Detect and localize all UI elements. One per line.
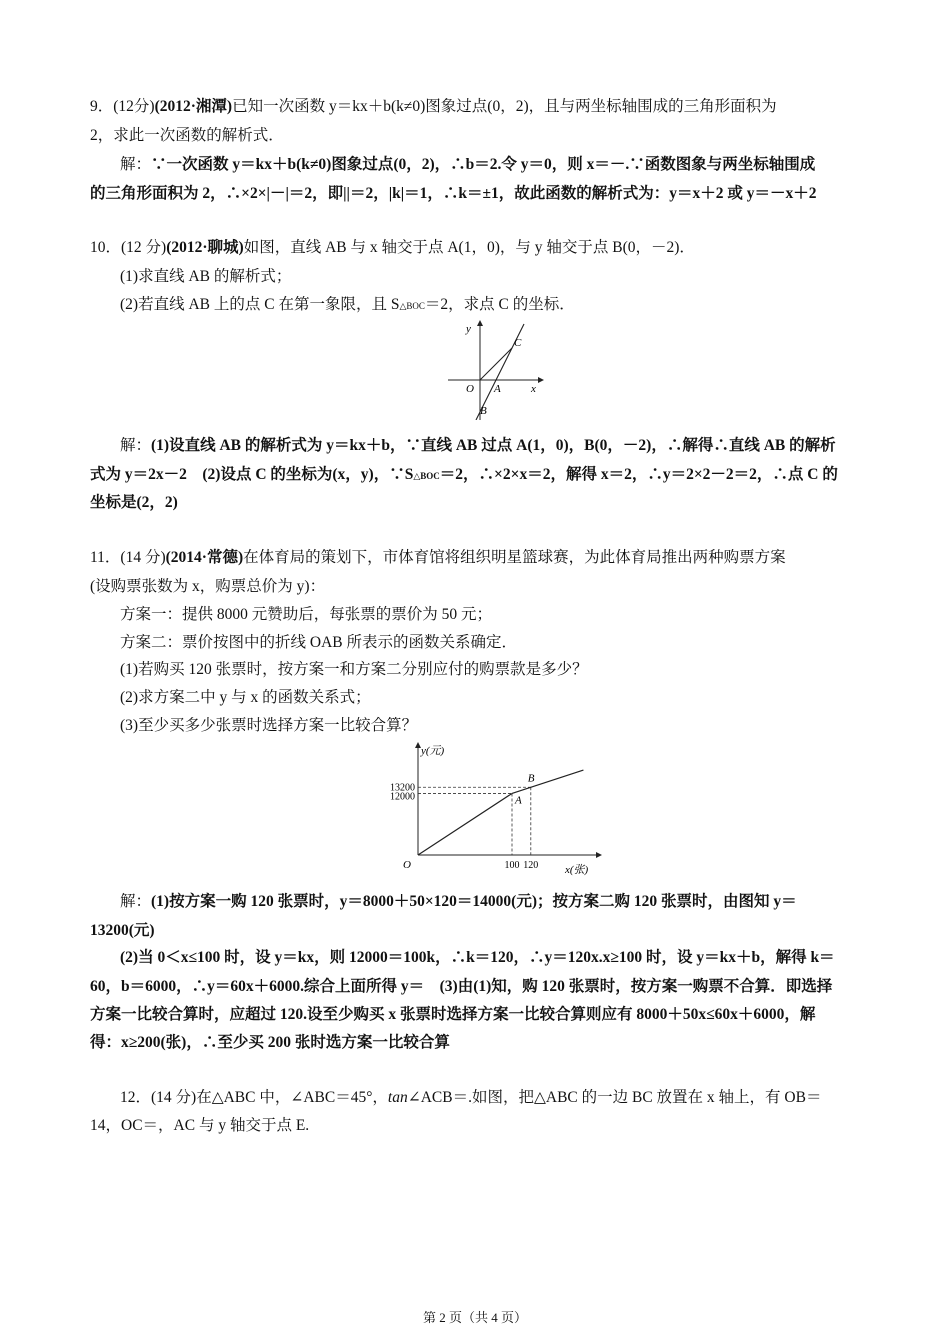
q11-line-7: (3)至少买多少张票时选择方案一比较合算？ bbox=[120, 717, 418, 734]
q11-line-2: (设购票张数为 x，购票总价为 y)： bbox=[90, 578, 326, 595]
q10-solution-2: 式为 y＝2x－2 (2)设点 C 的坐标为(x，y)，∵S△BOC＝2，∴×2×x＝2，解得 x＝2，∴y＝2×2－2＝2，∴点 C 的 bbox=[90, 466, 838, 483]
q11-line-3: 方案一：提供 8000 元赞助后，每张票的票价为 50 元； bbox=[120, 606, 493, 623]
q11-line-1: 11．(14 分)(2014·常德)在体育局的策划下，市体育馆将组织明星篮球赛，为此体育局推出两种购票方案 bbox=[90, 549, 786, 566]
q11-solution-4: 60，b＝6000，∴y＝60x＋6000.综合上面所得 y＝ (3)由(1)知，购 120 张票时，按方案一购票不合算．即选择 bbox=[90, 978, 833, 995]
q10-label-a: A bbox=[494, 383, 501, 395]
q10-label-b: B bbox=[480, 405, 487, 417]
q9-solution-2: 的三角形面积为 2，∴×2×|－|＝2，即||＝2，|k|＝1，∴k＝±1，故此函数的解析式为：y＝x＋2 或 y＝－x＋2 bbox=[90, 185, 817, 202]
q11-origin-label: O bbox=[403, 859, 411, 871]
q10-segment-oc bbox=[480, 348, 512, 380]
q11-segment-ab-extended bbox=[512, 770, 583, 793]
q12-line-2: 14，OC＝，AC 与 y 轴交于点 E. bbox=[90, 1117, 310, 1134]
q11-x-arrow bbox=[596, 852, 602, 858]
q11-tick-120: 120 bbox=[523, 860, 539, 871]
q10-label-y: y bbox=[466, 323, 471, 335]
q11-line-6: (2)求方案二中 y 与 x 的函数关系式； bbox=[120, 689, 371, 706]
q9-line-2: 2，求此一次函数的解析式． bbox=[90, 127, 284, 144]
q9-solution-1: 解：∵一次函数 y＝kx＋b(k≠0)图象过点(0，2)，∴b＝2.令 y＝0，则 x＝－.∵函数图象与两坐标轴围成 bbox=[120, 156, 816, 173]
q9-line-1: 9．(12分)(2012·湘潭)已知一次函数 y＝kx＋b(k≠0)图象过点(0，2)，且与两坐标轴围成的三角形面积为 bbox=[90, 98, 777, 115]
q11-line-5: (1)若购买 120 张票时，按方案一和方案二分别应付的购票款是多少？ bbox=[120, 661, 588, 678]
q10-solution-3: 坐标是(2，2) bbox=[90, 494, 178, 511]
q11-point-b-label: B bbox=[527, 772, 535, 785]
q10-solution-1: 解：(1)设直线 AB 的解析式为 y＝kx＋b，∵直线 AB 过点 A(1，0)，B(0，－2)，∴解得∴直线 AB 的解析 bbox=[120, 437, 836, 454]
q10-figure bbox=[446, 320, 546, 420]
q10-x-arrow bbox=[538, 377, 544, 383]
page bbox=[90, 0, 862, 1344]
q12-line-1: 12．(14 分)在△ABC 中，∠ABC＝45°，tan∠ACB＝.如图，把△ABC 的一边 BC 放置在 x 轴上，有 OB＝ bbox=[120, 1089, 822, 1106]
q10-line-1: 10．(12 分)(2012·聊城)如图，直线 AB 与 x 轴交于点 A(1，0)，与 y 轴交于点 B(0，－2)． bbox=[90, 239, 695, 256]
q11-x-axis-label: x(张) bbox=[565, 864, 589, 876]
q10-label-o: O bbox=[466, 383, 474, 395]
q11-tick-13200: 13200 bbox=[390, 782, 415, 794]
q11-solution-3: (2)当 0＜x≤100 时，设 y＝kx，则 12000＝100k，∴k＝120，∴y＝120x.x≥100 时，设 y＝kx＋b，解得 k＝ bbox=[120, 949, 835, 966]
q11-point-a-label: A bbox=[515, 794, 522, 807]
q10-label-c: C bbox=[514, 337, 522, 349]
q11-tick-12000: 12000 bbox=[390, 791, 415, 803]
q11-y-axis-label: y(元) bbox=[421, 745, 445, 757]
q10-label-x: x bbox=[531, 383, 536, 395]
q11-line-4: 方案二：票价按图中的折线 OAB 所表示的函数关系确定． bbox=[120, 634, 517, 651]
q11-solution-2: 13200(元) bbox=[90, 922, 155, 939]
q11-solution-6: 得：x≥200(张)，∴至少买 200 张时选方案一比较合算 bbox=[90, 1034, 450, 1051]
q11-tick-100: 100 bbox=[504, 860, 520, 871]
q11-solution-5: 方案一比较合算时，应超过 120.设至少购买 x 张票时选择方案一比较合算则应有 8000＋50x≤60x＋6000，解 bbox=[90, 1006, 816, 1023]
q10-y-arrow bbox=[477, 320, 483, 326]
q10-line-3: (2)若直线 AB 上的点 C 在第一象限，且 S△BOC＝2，求点 C 的坐标． bbox=[120, 296, 575, 313]
q11-chart bbox=[358, 738, 608, 878]
q10-line-2: (1)求直线 AB 的解析式； bbox=[120, 268, 292, 285]
page-footer: 第 2 页（共 4 页） bbox=[422, 1310, 527, 1325]
q11-solution-1: 解：(1)按方案一购 120 张票时，y＝8000＋50×120＝14000(元)；按方案二购 120 张票时，由图知 y＝ bbox=[120, 893, 797, 910]
q11-segment-oa bbox=[418, 793, 512, 855]
